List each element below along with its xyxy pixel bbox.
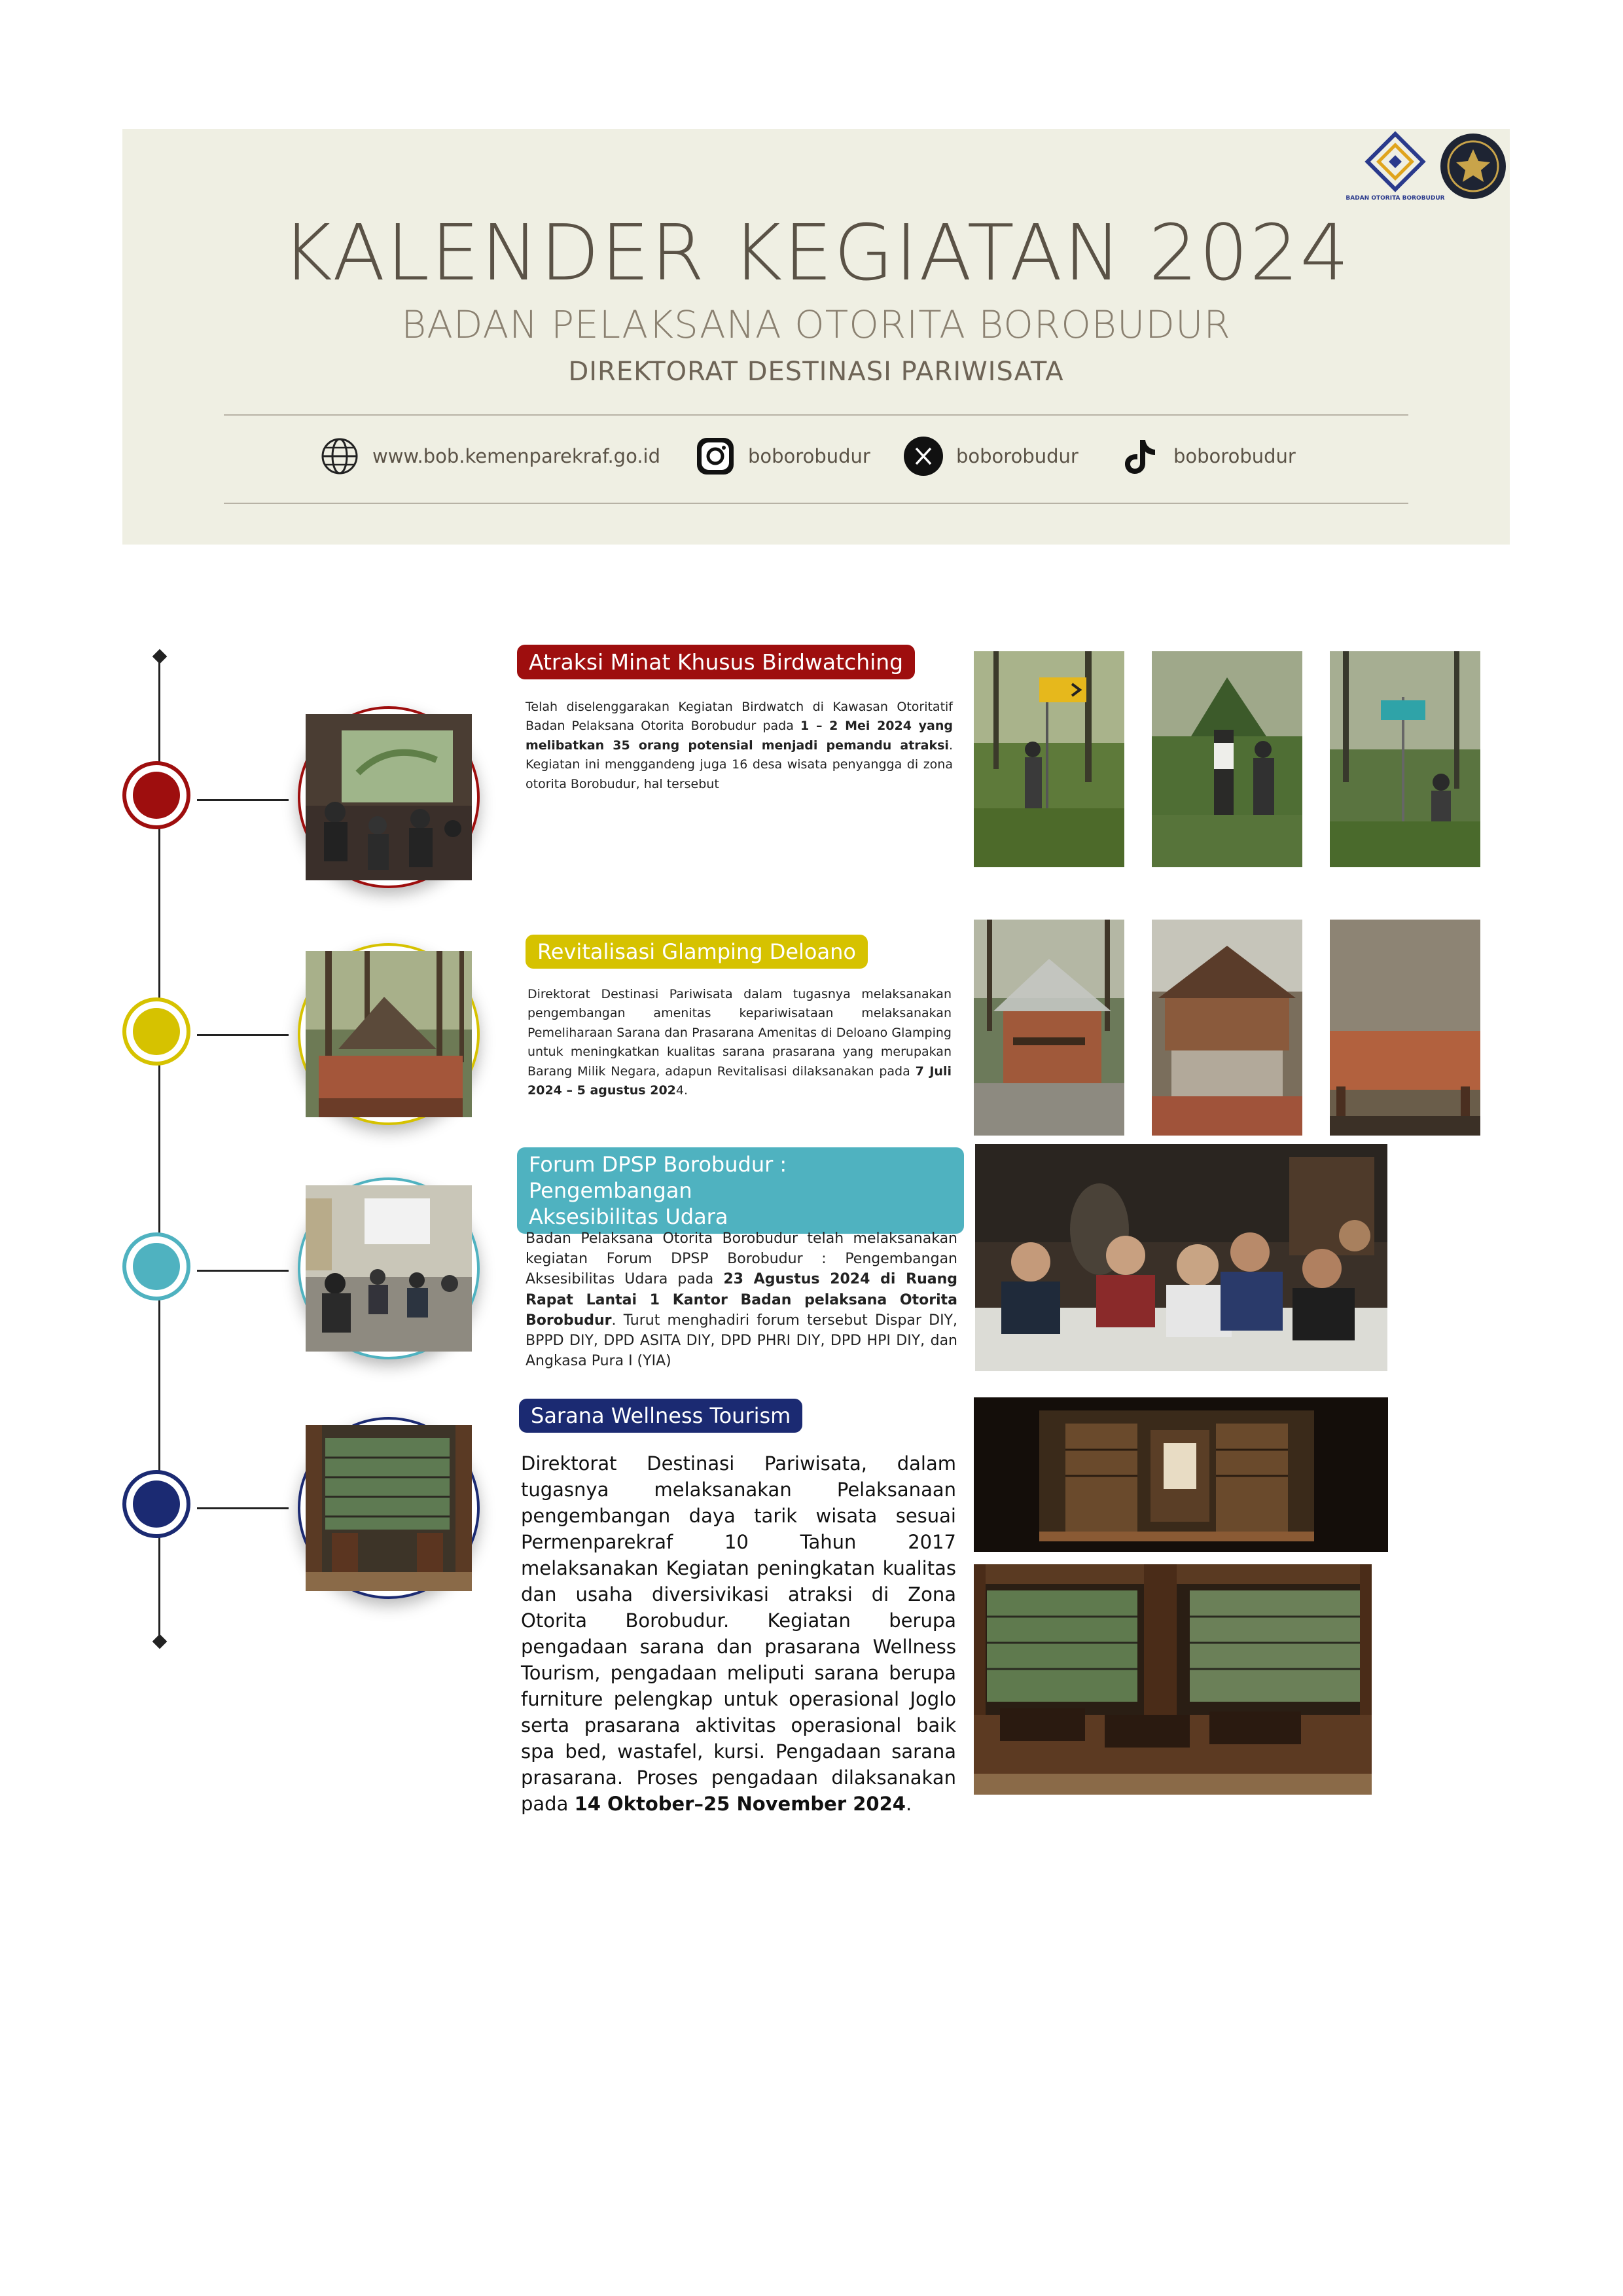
timeline-node-1 <box>122 761 190 829</box>
event-2-description <box>527 985 952 1101</box>
tiktok-handle: boborobudur <box>1173 445 1296 467</box>
event-4-text-c: . <box>905 1793 912 1816</box>
bob-logo-text: BADAN OTORITA BOROBUDUR <box>1346 195 1445 202</box>
event-1-circle-photo <box>298 706 480 888</box>
event-4-text-b: 14 Oktober–25 November 2024 <box>574 1793 906 1816</box>
event-3-description <box>526 1229 957 1372</box>
event-3-text-a: Badan Pelaksana Otorita Borobudur telah melaksanakan kegiatan Forum DPSP Borobudur : Pengembangan Aksesibilitas Udara pada <box>526 1230 957 1288</box>
event-3-title-line-2: Aksesibilitas Udara <box>529 1204 728 1229</box>
event-2-text-a: Direktorat Destinasi Pariwisata dalam tugasnya melaksanakan pengembangan amenitas kepariwisataan melaksanakan Pemeliharaan Sarana dan Prasarana Amenitas di Deloano Glamping untuk meningkatkan kualitas sarana prasarana yang merupakan Barang Milik Negara, adapun Revitalisasi dilaksanakan pada <box>527 987 952 1079</box>
event-2-text-c: 4. <box>675 1083 688 1098</box>
header-divider-top <box>224 414 1408 416</box>
timeline-node-3 <box>122 1232 190 1300</box>
header-divider-bottom <box>224 503 1408 504</box>
bob-logo <box>1346 134 1445 209</box>
x-icon <box>902 435 944 477</box>
instagram-link[interactable] <box>694 435 870 477</box>
event-4-description <box>521 1450 956 1817</box>
kemenparekraf-seal <box>1439 132 1508 201</box>
event-1-description <box>526 698 953 794</box>
event-2-text-b: 7 Juli 2024 – 5 agustus 202 <box>527 1064 952 1098</box>
header-banner <box>122 129 1510 545</box>
event-3-photo <box>975 1144 1387 1371</box>
x-handle: boborobudur <box>956 445 1079 467</box>
event-4-photo-1 <box>974 1397 1388 1552</box>
instagram-icon <box>694 435 736 477</box>
event-3-circle-photo <box>298 1177 480 1359</box>
event-2-photo-2 <box>1152 920 1302 1136</box>
timeline-end-marker <box>152 1634 168 1649</box>
page-subtitle: BADAN PELAKSANA OTORITA BOROBUDUR <box>401 302 1231 347</box>
event-1-text-c: . Kegiatan ini menggandeng juga 16 desa wisata penyangga di zona otorita Borobudur, hal tersebut <box>526 738 953 791</box>
event-3-text-c: . Turut menghadiri forum tersebut Dispar DIY, BPPD DIY, DPD ASITA DIY, DPD PHRI DIY, DPD HPI DIY, dan Angkasa Pura I (YIA) <box>526 1312 957 1370</box>
timeline-start-marker <box>152 649 168 664</box>
tiktok-link[interactable] <box>1120 435 1296 477</box>
event-4-title-badge: Sarana Wellness Tourism <box>519 1399 802 1433</box>
globe-icon <box>319 435 361 477</box>
event-4-text-a: Direktorat Destinasi Pariwisata, dalam tugasnya melaksanakan Pelaksanaan pengembangan daya tarik wisata sesuai Permenparekraf 10 Tahun 2017 melaksanakan Kegiatan peningkatan kualitas dan usaha diversivikasi atraksi di Zona Otorita Borobudur. Kegiatan berupa pengadaan sarana dan prasarana Wellness Tourism, pengadaan meliputi sarana berupa furniture pelengkap untuk operasional Joglo serta prasarana aktivitas operasional baik spa bed, wastafel, kursi. Pengadaan sarana prasarana. Proses pengadaan dilaksanakan pada <box>521 1452 956 1816</box>
event-1-text-b: 1 – 2 Mei 2024 yang melibatkan 35 orang potensial menjadi pemandu atraksi <box>526 719 953 753</box>
website-link[interactable] <box>319 435 660 477</box>
event-4-circle-photo <box>298 1417 480 1599</box>
event-1-title-badge: Atraksi Minat Khusus Birdwatching <box>517 645 915 679</box>
event-3-text-b: 23 Agustus 2024 di Ruang Rapat Lantai 1 Kantor Badan pelaksana Otorita Borobudur <box>526 1271 957 1329</box>
event-2-photo-3 <box>1330 920 1480 1136</box>
page-title: KALENDER KEGIATAN 2024 <box>281 207 1351 298</box>
event-1-photo-3 <box>1330 651 1480 867</box>
event-1-text-a: Telah diselenggarakan Kegiatan Birdwatch di Kawasan Otoritatif Badan Pelaksana Otorita Borobudur pada <box>526 700 953 734</box>
instagram-handle: boborobudur <box>748 445 870 467</box>
event-2-photo-1 <box>974 920 1124 1136</box>
x-link[interactable] <box>902 435 1079 477</box>
timeline-node-4 <box>122 1470 190 1538</box>
website-text: www.bob.kemenparekraf.go.id <box>372 445 660 467</box>
tiktok-icon <box>1120 435 1162 477</box>
event-1-photo-1 <box>974 651 1124 867</box>
event-4-photo-2 <box>974 1564 1372 1795</box>
timeline-node-2 <box>122 997 190 1066</box>
event-1-photo-2 <box>1152 651 1302 867</box>
event-3-title-line-1: Forum DPSP Borobudur : Pengembangan <box>529 1152 787 1203</box>
event-2-title-badge: Revitalisasi Glamping Deloano <box>526 935 868 969</box>
event-2-circle-photo <box>298 943 480 1125</box>
connector-3 <box>197 1270 289 1272</box>
connector-2 <box>197 1034 289 1036</box>
page-subtitle-secondary: DIREKTORAT DESTINASI PARIWISATA <box>568 357 1064 387</box>
event-3-title-badge <box>517 1147 964 1234</box>
connector-4 <box>197 1507 289 1509</box>
connector-1 <box>197 799 289 801</box>
